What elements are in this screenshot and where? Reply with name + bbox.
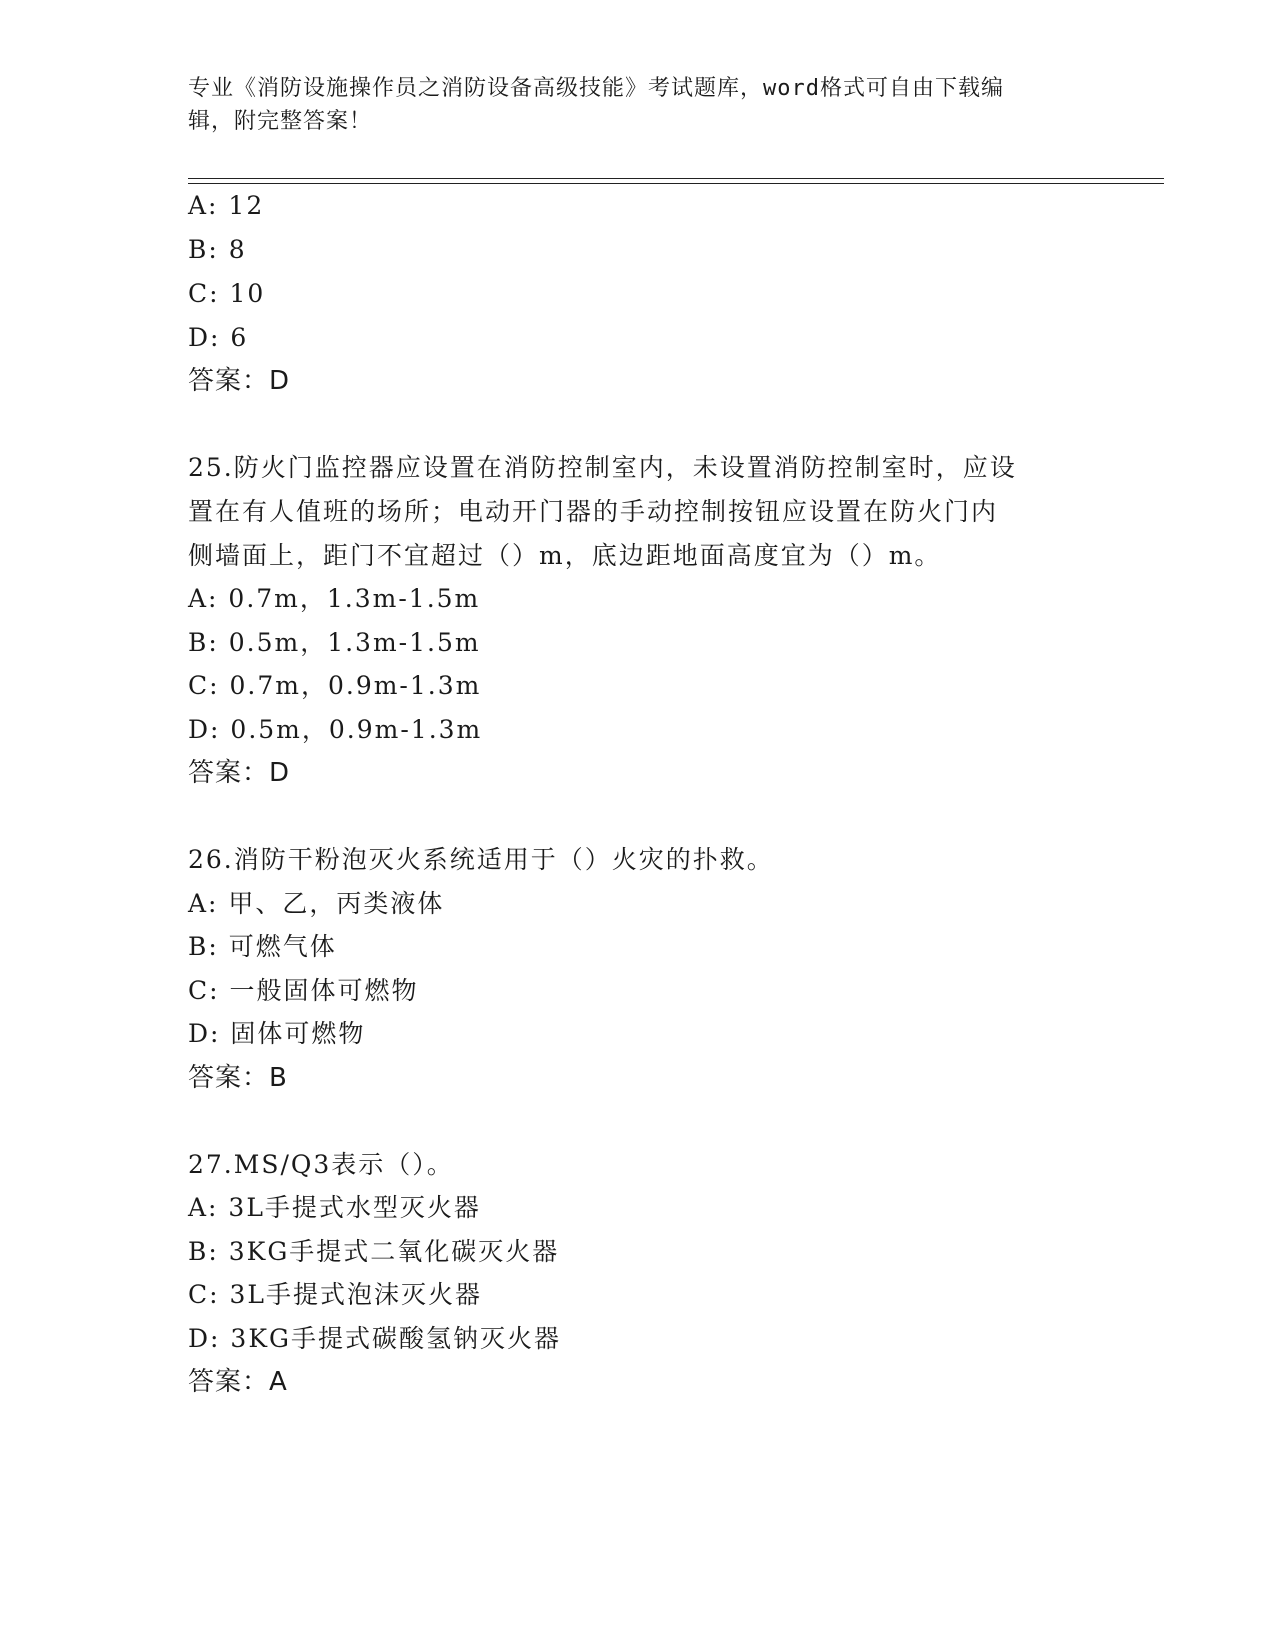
q27-option-b: B: 3KG手提式二氧化碳灭火器 (188, 1237, 560, 1266)
q26-option-a: A: 甲、乙，丙类液体 (188, 889, 445, 918)
q25-stem-line-2: 置在有人值班的场所；电动开门器的手动控制按钮应设置在防火门内 (188, 497, 999, 526)
q26-option-c: C: 一般固体可燃物 (188, 976, 419, 1005)
q25-option-c: C: 0.7m，0.9m-1.3m (188, 671, 482, 700)
q27-stem: 27.MS/Q3表示（）。 (188, 1150, 454, 1179)
q27-option-c: C: 3L手提式泡沫灭火器 (188, 1280, 483, 1309)
q26-option-d: D: 固体可燃物 (188, 1019, 366, 1048)
q26-option-b: B: 可燃气体 (188, 932, 337, 961)
q27-answer: 答案：A (188, 1367, 288, 1397)
header-line-1: 专业《消防设施操作员之消防设备高级技能》考试题库，word格式可自由下载编 (188, 76, 1004, 101)
q25-option-d: D: 0.5m，0.9m-1.3m (188, 715, 483, 744)
header-line-2: 辑，附完整答案！ (188, 109, 373, 134)
q26-stem: 26.消防干粉泡灭火系统适用于（）火灾的扑救。 (188, 845, 774, 874)
header-divider-top (188, 178, 1164, 179)
q26-answer: 答案：B (188, 1063, 288, 1093)
q25-stem-line-1: 25.防火门监控器应设置在消防控制室内，未设置消防控制室时，应设 (188, 453, 1017, 482)
header-divider-bottom (188, 183, 1164, 184)
q24-option-d: D: 6 (188, 323, 249, 352)
q24-answer: 答案：D (188, 366, 291, 396)
q25-stem-line-3: 侧墙面上，距门不宜超过（）m，底边距地面高度宜为（）m。 (188, 541, 942, 570)
q25-answer: 答案：D (188, 758, 291, 788)
q24-option-c: C: 10 (188, 279, 266, 308)
q24-option-b: B: 8 (188, 235, 247, 264)
q27-option-a: A: 3L手提式水型灭火器 (188, 1193, 481, 1222)
q25-option-b: B: 0.5m，1.3m-1.5m (188, 628, 481, 657)
q24-option-a: A: 12 (188, 191, 265, 220)
q27-option-d: D: 3KG手提式碳酸氢钠灭火器 (188, 1324, 561, 1353)
q25-option-a: A: 0.7m，1.3m-1.5m (188, 584, 481, 613)
document-header (188, 72, 1088, 138)
